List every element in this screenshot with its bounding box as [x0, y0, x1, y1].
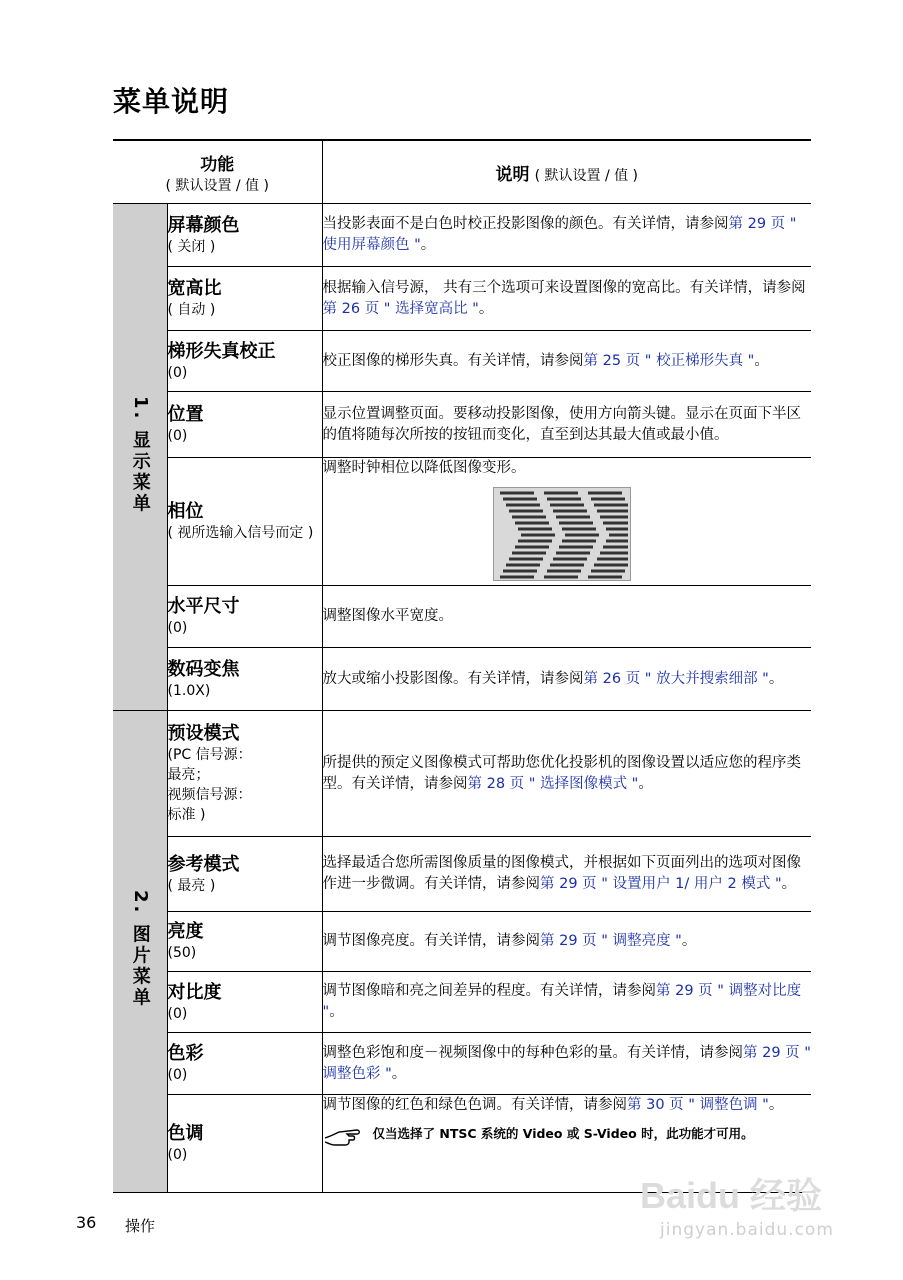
- svg-text:Baidu 经验: Baidu 经验: [640, 1175, 823, 1216]
- desc-header-label: 说明: [495, 164, 530, 185]
- desc-text: 调整时钟相位以降低图像变形。: [322, 460, 526, 476]
- func-screen-color: [167, 204, 322, 267]
- desc-phase: [322, 458, 811, 586]
- func-default: (PC 信号源：: [167, 747, 252, 763]
- desc-text: 调节图像的红色和绿色色调。有关详情，请参阅: [322, 1097, 628, 1113]
- func-default: (1.0X): [167, 682, 211, 699]
- desc-keystone: [322, 331, 811, 392]
- desc-text: 放大或缩小投影图像。有关详情，请参阅: [322, 670, 584, 687]
- func-brightness: [167, 912, 322, 972]
- func-h-size: [167, 586, 322, 648]
- page-link[interactable]: 第 29 页 " 调整对比度 ": [322, 983, 802, 1020]
- table-row: [113, 912, 811, 972]
- func-default: ( 最亮 ): [167, 877, 216, 894]
- func-default: (0): [167, 1067, 188, 1083]
- func-default: 视频信号源：: [167, 787, 252, 803]
- table-row: [113, 458, 811, 586]
- func-contrast: [167, 972, 322, 1033]
- desc-reference: [322, 837, 811, 912]
- func-position: [167, 392, 322, 458]
- watermark-url: jingyan.baidu.com: [660, 1220, 834, 1240]
- table-row: [113, 1033, 811, 1095]
- table-row: [113, 837, 811, 912]
- func-default: (0): [167, 364, 188, 381]
- note: [323, 1124, 812, 1148]
- desc-text: 根据输入信号源， 共有三个选项可来设置图像的宽高比。有关详情，请参阅: [322, 279, 806, 296]
- table-row: [113, 711, 811, 837]
- desc-text-end: 。: [781, 876, 797, 892]
- section-display-label: 1. 显示菜单: [129, 395, 151, 515]
- table-row: [113, 648, 811, 711]
- section-picture-label: 2. 图片菜单: [129, 890, 151, 1009]
- desc-text-end: 。: [329, 1004, 344, 1020]
- desc-screen-color: [322, 204, 811, 267]
- func-default: ( 关闭 ): [167, 238, 216, 255]
- desc-text: 调整色彩饱和度－视频图像中的每种色彩的量。有关详情，请参阅: [322, 1044, 744, 1061]
- func-name: 参考模式: [167, 853, 240, 875]
- desc-header: [322, 141, 811, 204]
- desc-text-end: 。: [768, 1097, 784, 1113]
- func-default: ( 视所选输入信号而定 ): [167, 525, 314, 541]
- desc-text-end: 。: [391, 1065, 407, 1082]
- desc-preset: [322, 711, 811, 837]
- desc-text-end: 。: [638, 775, 653, 792]
- func-phase: [167, 458, 322, 586]
- phase-pattern-image: [493, 487, 631, 581]
- desc-position: 显示位置调整页面。要移动投影图像，使用方向箭头键。显示在页面下半区的值将随每次所按的按钮而变化，直至到达其最大值或最小值。: [322, 392, 811, 458]
- desc-text-end: 。: [768, 670, 784, 687]
- table-header: [113, 141, 811, 204]
- page-link[interactable]: 第 29 页 " 调整色彩 ": [322, 1044, 811, 1082]
- section-picture: [113, 711, 167, 1193]
- page-number: 36: [76, 1213, 97, 1232]
- menu-table: [113, 141, 811, 1193]
- func-default: (0): [167, 1147, 188, 1163]
- desc-brightness: [322, 912, 811, 972]
- page-link[interactable]: 第 29 页 " 设置用户 1/ 用户 2 模式 ": [540, 876, 782, 892]
- func-name: 色彩: [167, 1043, 204, 1064]
- function-header-sub: ( 默认设置 / 值 ): [165, 177, 269, 194]
- func-aspect: [167, 267, 322, 331]
- page-link[interactable]: 第 26 页 " 放大并搜索细部 ": [583, 670, 769, 687]
- table-row: [113, 204, 811, 267]
- section-display: [113, 204, 167, 711]
- desc-text-end: 。: [478, 300, 494, 317]
- func-default: (50): [167, 945, 197, 961]
- desc-aspect: [322, 267, 811, 331]
- desc-color: [322, 1033, 811, 1095]
- desc-text-end: 。: [681, 933, 697, 949]
- page-link[interactable]: 第 30 页 " 调整色调 ": [627, 1097, 769, 1113]
- desc-zoom: [322, 648, 811, 711]
- desc-text: 校正图像的梯形失真。有关详情，请参阅: [322, 352, 584, 369]
- func-default: (0): [167, 1005, 188, 1022]
- table-row: [113, 267, 811, 331]
- desc-h-size: 调整图像水平宽度。: [322, 586, 811, 648]
- desc-contrast: [322, 972, 811, 1033]
- func-default: ( 自动 ): [167, 302, 216, 318]
- func-tint: [167, 1095, 322, 1193]
- footer-label: 操作: [125, 1217, 156, 1235]
- desc-text: 当投影表面不是白色时校正投影图像的颜色。有关详情，请参阅: [322, 216, 729, 232]
- desc-text-end: 。: [420, 237, 436, 253]
- page-link[interactable]: 第 29 页 " 调整亮度 ": [540, 933, 682, 949]
- func-color: [167, 1033, 322, 1095]
- table-row: [113, 392, 811, 458]
- desc-text: 调节图像亮度。有关详情，请参阅: [322, 933, 541, 949]
- func-name: 相位: [167, 501, 204, 522]
- page-link[interactable]: 第 26 页 " 选择宽高比 ": [322, 300, 479, 317]
- pointing-hand-icon: [323, 1124, 363, 1148]
- func-zoom: [167, 648, 322, 711]
- func-name: 预设模式: [167, 723, 240, 744]
- func-name: 数码变焦: [167, 658, 240, 680]
- table-row: [113, 331, 811, 392]
- func-name: 色调: [167, 1123, 204, 1144]
- desc-text-end: 。: [754, 352, 769, 369]
- desc-text: 选择最适合您所需图像质量的图像模式，并根据如下页面列出的选项对图像作进一步微调。有关详情，请参阅: [322, 855, 802, 892]
- func-default: 标准 ): [167, 807, 206, 823]
- table-row: [113, 586, 811, 648]
- func-name: 宽高比: [167, 278, 222, 299]
- desc-header-sub: ( 默认设置 / 值 ): [534, 167, 639, 184]
- func-name: 对比度: [167, 981, 222, 1003]
- desc-text: 所提供的预定义图像模式可帮助您优化投影机的图像设置以适应您的程序类型。有关详情，请参阅: [322, 754, 802, 792]
- func-name: 水平尺寸: [167, 596, 240, 617]
- func-default: (0): [167, 620, 188, 636]
- table-row: [113, 972, 811, 1033]
- page-link[interactable]: 第 28 页 " 选择图像模式 ": [467, 775, 639, 792]
- page-link[interactable]: 第 29 页 " 使用屏幕颜色 ": [322, 216, 797, 253]
- func-default: (0): [167, 428, 188, 444]
- func-name: 屏幕颜色: [167, 214, 240, 236]
- note-text: 仅当选择了 NTSC 系统的 Video 或 S-Video 时，此功能才可用。: [372, 1126, 754, 1141]
- func-name: 亮度: [167, 921, 204, 942]
- page-link[interactable]: 第 25 页 " 校正梯形失真 ": [583, 352, 755, 369]
- func-name: 位置: [167, 404, 204, 425]
- func-keystone: [167, 331, 322, 392]
- func-name: 梯形失真校正: [167, 340, 276, 362]
- func-reference: [167, 837, 322, 912]
- desc-text: 调节图像暗和亮之间差异的程度。有关详情，请参阅: [322, 983, 657, 999]
- function-header: [113, 141, 322, 204]
- function-header-label: 功能: [200, 154, 235, 175]
- func-preset: [167, 711, 322, 837]
- func-default: 最亮；: [167, 767, 210, 783]
- page-title: 菜单说明: [113, 85, 230, 118]
